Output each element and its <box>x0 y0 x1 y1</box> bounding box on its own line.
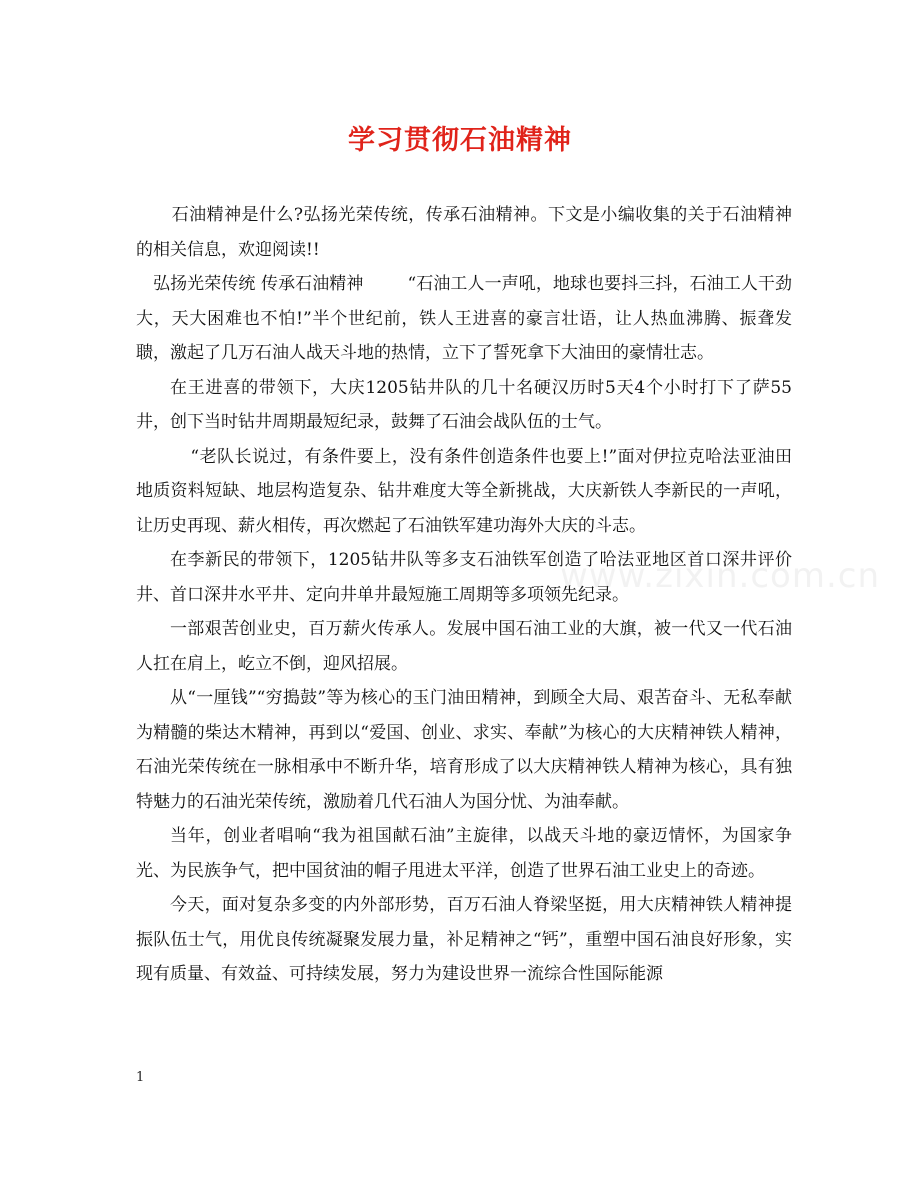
paragraph-intro: 石油精神是什么?弘扬光荣传统，传承石油精神。下文是小编收集的关于石油精神的相关信息，欢迎阅读!! <box>136 205 792 260</box>
paragraph-today: 今天，面对复杂多变的内外部形势，百万石油人脊梁坚挺，用大庆精神铁人精神提振队伍士气，用优良传统凝聚发展力量，补足精神之“钙”，重塑中国石油良好形象，实现有质量、有效益、可持续发展，努力为建设世界一流综合性国际能源 <box>136 895 792 984</box>
paragraph-subheading <box>136 267 792 371</box>
page-title: 学习贯彻石油精神 <box>348 125 572 156</box>
paragraph-wang-record: 在王进喜的带领下，大庆1205钻井队的几十名硬汉历时5天4个小时打下了萨55井，创下当时钻井周期最短纪录，鼓舞了石油会战队伍的士气。 <box>136 377 792 432</box>
document-body <box>136 198 792 992</box>
watermark-text: www.zixin.com.cn <box>560 556 880 596</box>
page-number: 1 <box>136 1070 145 1085</box>
paragraph-li-record: 在李新民的带领下，1205钻井队等多支石油铁军创造了哈法亚地区首口深井评价井、首口深井水平井、定向井单井最短施工周期等多项领先纪录。 <box>136 550 792 605</box>
paragraph-quote-li: “老队长说过，有条件要上，没有条件创造条件也要上!”面对伊拉克哈法亚油田地质资料短缺、地层构造复杂、钻井难度大等全新挑战，大庆新铁人李新民的一声吼，让历史再现、薪火相传，再次燃起了石油铁军建功海外大庆的斗志。 <box>136 446 792 536</box>
subheading-text: 弘扬光荣传统 传承石油精神 <box>153 274 364 294</box>
paragraph-history: 一部艰苦创业史，百万薪火传承人。发展中国石油工业的大旗，被一代又一代石油人扛在肩上，屹立不倒，迎风招展。 <box>136 619 792 674</box>
paragraph-past: 当年，创业者唱响“我为祖国献石油”主旋律，以战天斗地的豪迈情怀，为国家争光、为民族争气，把中国贫油的帽子甩进太平洋，创造了世界石油工业史上的奇迹。 <box>136 826 792 881</box>
paragraph-quote-wang: “石油工人一声吼，地球也要抖三抖，石油工人干劲大，天大困难也不怕!”半个世纪前，铁人王进喜的豪言壮语，让人热血沸腾、振聋发聩，激起了几万石油人战天斗地的热情，立下了誓死拿下大油田的豪情壮志。 <box>136 274 792 363</box>
paragraph-spirit: 从“一厘钱”“穷搗鼓”等为核心的玉门油田精神，到顾全大局、艰苦奋斗、无私奉献为精髓的柴达木精神，再到以“爱国、创业、求实、奉献”为核心的大庆精神铁人精神，石油光荣传统在一脉相承中不断升华，培育形成了以大庆精神铁人精神为核心，具有独特魅力的石油光荣传统，激励着几代石油人为国分忧、为油奉献。 <box>136 688 792 812</box>
